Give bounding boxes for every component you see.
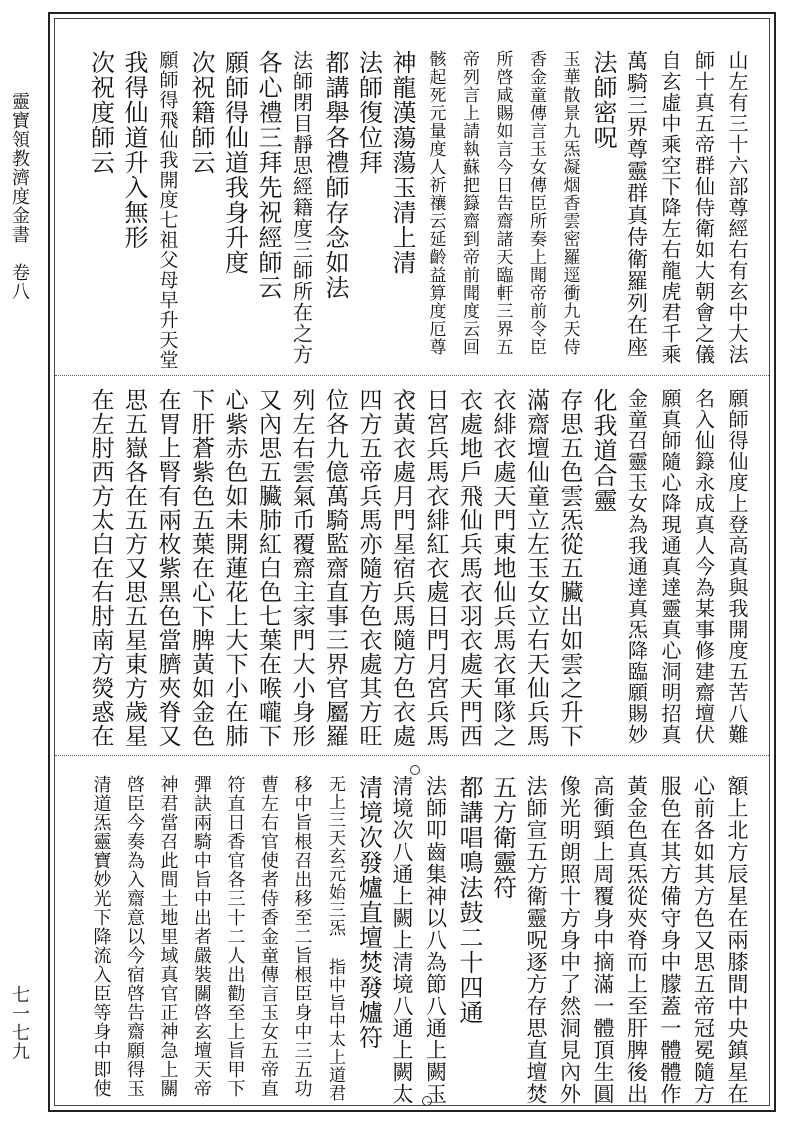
text-column: 神龍漢蕩蕩玉清上清 — [388, 50, 416, 275]
text-column: 願師得飛仙我開度七祖父母早升天堂 — [156, 50, 179, 370]
text-column: 衣緋衣處天門東地仙兵馬衣軍隊之 — [489, 388, 516, 748]
text-column: 心紫赤色如未開蓮花上大下小在肺 — [221, 388, 248, 748]
text-column: 願師得仙道我身升度 — [220, 50, 249, 275]
text-column: 五方衛靈符 — [488, 775, 517, 900]
text-column: 法師復位拜 — [354, 50, 383, 175]
panel-divider-2 — [55, 755, 769, 756]
text-column: 下肝蒼紫色五葉在心下脾黃如金色 — [188, 388, 214, 748]
text-column: 我得仙道升入無形 — [120, 50, 148, 250]
text-column: 啓臣今奏為入齋意以今宿啓告齋願得玉 — [124, 775, 145, 1098]
text-column: 金童召靈玉女為我通達真炁降臨願賜妙 — [624, 388, 649, 745]
text-column: 清境次發爐直壇焚發爐符 — [354, 775, 383, 1050]
text-column: 法師宣五方衛靈呪逐方存思直壇焚 — [524, 775, 548, 1105]
text-column: 萬騎三界尊靈群真侍衛羅列在座 — [624, 50, 649, 358]
text-column: 法師密呪 — [589, 50, 617, 150]
text-column: 思五嶽各在五方又思五星東方歲星 — [121, 388, 147, 748]
text-column: 名入仙籙永成真人今為某事修建齋壇伏 — [691, 388, 716, 745]
text-column: 符直日香官各三十二人出勸至上旨甲下 — [224, 775, 246, 1098]
text-column: 帝列言上請執蘇把籙齋到帝前聞度云回 — [459, 50, 479, 356]
text-column: 次祝籍師云 — [187, 50, 215, 175]
text-column: 服色在其方備守身中朦蓋一體體作 — [658, 775, 682, 1105]
text-column: 香金童傳言玉女傳臣所奏上聞帝前令臣 — [526, 50, 546, 356]
text-column: 各心禮三拜先祝經師云 — [254, 50, 282, 300]
text-column: 心前各如其方色又思五帝冠冕隨方 — [691, 775, 716, 1105]
text-column: 法師閉目靜思經籍度三師所在之方 — [289, 50, 314, 365]
text-column: 清境次八通上闕上清境八通上闕太 — [390, 775, 414, 1105]
text-column: 師十真五帝群仙侍衛如大朝會之儀 — [691, 50, 716, 365]
text-column: 四方五帝兵馬亦隨方色衣處其方旺 — [355, 388, 382, 748]
text-column: 日宮兵馬衣緋紅衣處日門月宮兵馬 — [422, 388, 449, 748]
text-column: 位各九億萬騎監齋直事三界官屬羅 — [322, 388, 348, 748]
text-column: 高衝頸上周覆身中摘滿一體頂生圓 — [591, 775, 615, 1105]
text-column: 骸起死元量度人祈禳云延齡益算度厄尊 — [425, 50, 446, 356]
text-column: 山左有三十六部尊經右有玄中大法 — [725, 50, 749, 365]
text-column: 次祝度師云 — [86, 50, 115, 175]
text-column: 都講舉各禮師存念如法 — [321, 50, 349, 300]
text-column: 存思五色雲炁從五臟出如雲之升下 — [556, 388, 583, 748]
text-column: 化我道合靈 — [589, 388, 617, 513]
text-column: 所啓咸賜如言今日告齋諸天臨軒三界五 — [492, 50, 513, 356]
margin-title: 靈寶領教濟度金書 卷八 — [9, 92, 30, 301]
text-column: 像光明朗照十方身中了然洞見內外 — [557, 775, 582, 1105]
text-column: 額上北方辰星在兩膝間中央鎮星在 — [725, 775, 749, 1105]
text-column: 在左肘西方太白在右肘南方熒惑在 — [87, 388, 114, 748]
text-column: 願師得仙度上登高真與我開度五苦八難 — [725, 388, 749, 745]
panel-divider-1 — [55, 375, 769, 376]
text-column: 神君當召此間土地里域真官正神急上關 — [157, 775, 179, 1098]
text-column: 法師叩齒集神以八為節八通上闕玉 — [423, 775, 448, 1105]
text-column: 自玄虛中乘空下降左右龍虎君千乘 — [658, 50, 682, 365]
page-number: 七一七九 — [9, 985, 30, 1061]
text-column: 黃金色真炁從夾脊而上至肝脾後出 — [624, 775, 649, 1105]
text-column: 列左右雲氣币覆齋主家門大小身形 — [288, 388, 315, 748]
text-column: 无上三天玄元始三炁 指中旨中太上道君 — [325, 775, 345, 1102]
text-column: 彈訣兩騎中旨中出者嚴裝關啓玄壇天帝 — [191, 775, 212, 1098]
circle-mark — [410, 765, 420, 775]
text-column: 在胃上腎有兩枚紫黑色當臍夾脊又 — [154, 388, 181, 748]
text-column: 又內思五臟肺紅白色七葉在喉嚨下 — [255, 388, 281, 748]
text-column: 滿齋壇仙童立左玉女立右天仙兵馬 — [523, 388, 549, 748]
text-column: 都講唱鳴法鼓二十四通 — [455, 775, 483, 1025]
text-column: 衣處地戶飛仙兵馬衣羽衣處天門西 — [456, 388, 482, 748]
text-column: 衣黃衣處月門星宿兵馬隨方色衣處 — [389, 388, 415, 748]
text-column: 清道炁靈寶妙光下降流入臣等身中即使 — [90, 775, 112, 1098]
text-column: 願真師隨心降現通真達靈真心洞明招真 — [658, 388, 682, 745]
text-column: 曹左右官使者侍香金童傳言玉女五帝直 — [258, 775, 279, 1098]
text-column: 玉華散景九炁凝烟香雲密羅逕衝九天侍 — [559, 50, 580, 356]
text-column: 移中旨根召出移至二旨根臣身中三五功 — [291, 775, 313, 1098]
